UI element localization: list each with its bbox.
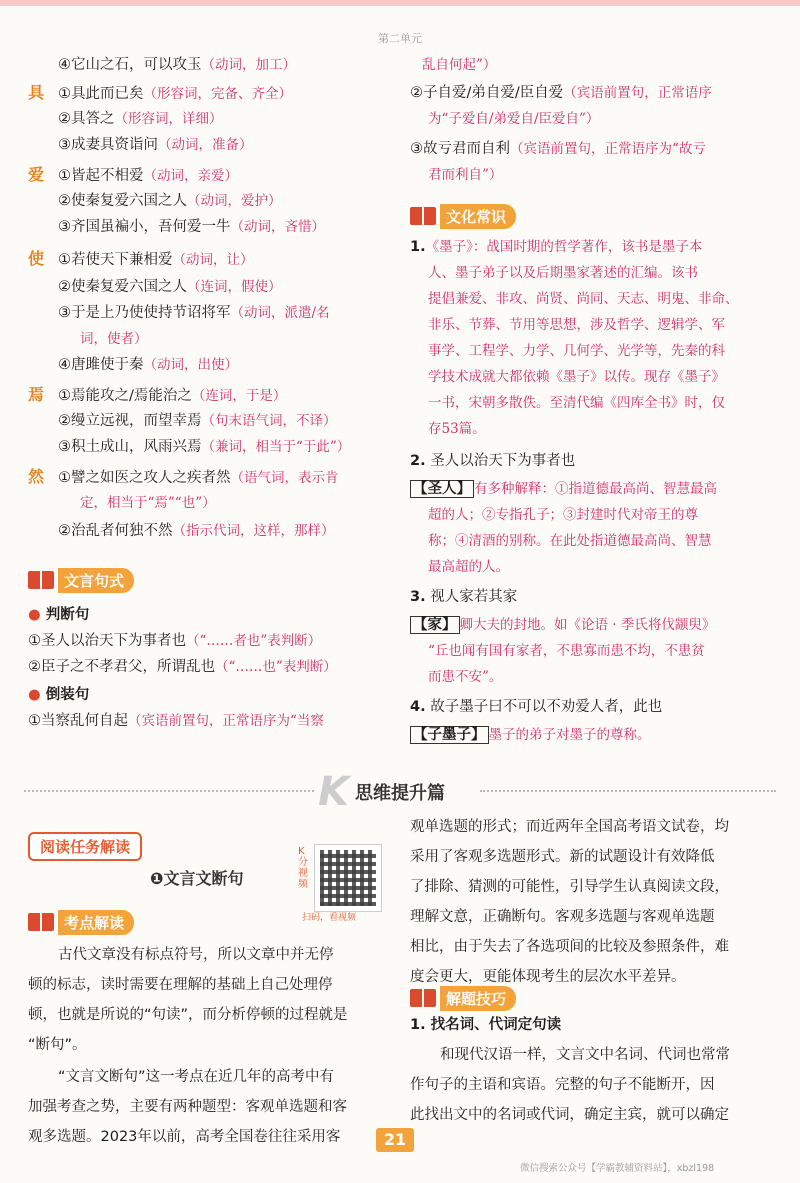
book-icon — [28, 913, 54, 931]
vocab-row — [28, 132, 253, 158]
vocab-sentence: ②治乱者何独不然 — [58, 523, 173, 539]
video-label: K分视频 — [298, 846, 308, 890]
culture-line: 1.《墨子》：战国时期的哲学著作，该书是墨子本 — [410, 239, 703, 255]
section-header-jushi — [28, 568, 134, 592]
paragraph-line: “文言文断句”这一考点在近几年的高考中有 — [58, 1069, 335, 1085]
inversion-heading: ● 倒装句 — [28, 687, 90, 703]
sentence-line: ②臣子之不孝君父，所谓乱也（“……也”表判断） — [28, 659, 337, 675]
vocab-sentence: ②使秦复爱六国之人 — [58, 279, 187, 295]
section-title-duanju: ❶文言文断句 — [150, 869, 244, 888]
vocab-note: 词，使者） — [80, 331, 148, 347]
vocab-key: 爱 — [28, 165, 45, 184]
vocab-row — [28, 80, 292, 107]
vocab-note: （动词，出使） — [143, 357, 238, 373]
vocab-note: （动词，吝惜） — [230, 219, 325, 235]
vocab-note: （连词，假使） — [187, 279, 282, 295]
dotted-divider-left — [24, 790, 314, 792]
paragraph-line: 此找出文中的名词或代词，确定主宾，就可以确定 — [410, 1107, 729, 1123]
vocab-sentence: ③成妻具资诣问 — [58, 137, 158, 153]
vocab-sentence: ④唐雎使于秦 — [58, 357, 144, 373]
vocab-note: （动词，派遣/名 — [230, 305, 330, 321]
book-icon — [28, 571, 54, 589]
culture-line: 称；④清酒的别称。在此处指道德最高尚、智慧 — [428, 533, 712, 549]
vocab-row — [28, 246, 254, 273]
section-header-kaodian — [28, 910, 134, 934]
vocab-note: （形容词，完备、齐全） — [143, 86, 292, 102]
vocab-row — [28, 52, 296, 78]
culture-line: 最高超的人。 — [428, 559, 509, 575]
section-title: 解题技巧 — [440, 986, 516, 1011]
vocab-sentence: ①焉能攻之/焉能治之 — [58, 388, 192, 404]
sentence-line: ②子自爱/弟自爱/臣自爱（宾语前置句，正常语序 — [410, 85, 712, 101]
vocab-row — [28, 106, 223, 132]
culture-item-heading: 2. 圣人以治天下为事者也 — [410, 453, 576, 469]
section-title: 考点解读 — [58, 910, 134, 935]
vocab-key: 焉 — [28, 385, 45, 404]
vocab-sentence: ②具答之 — [58, 111, 115, 127]
paragraph-line: “断句”。 — [28, 1037, 87, 1053]
vocab-row — [28, 214, 325, 240]
culture-line: 而患不安”。 — [428, 669, 503, 685]
vocab-note: （动词，加工） — [201, 57, 296, 73]
culture-line: 事学、工程学、力学、几何学、光学等，先秦的科 — [428, 343, 725, 359]
technique-heading: 1. 找名词、代词定句读 — [410, 1017, 562, 1033]
paragraph-line: 了排除、猜测的可能性，引导学生认真阅读文段， — [410, 879, 729, 895]
vocab-row — [28, 274, 282, 300]
vocab-note: （动词，准备） — [158, 137, 253, 153]
paragraph-line: 作句子的主语和宾语。完整的句子不能断开，因 — [410, 1077, 715, 1093]
section-header-jieti — [410, 986, 516, 1010]
paragraph-line: 和现代汉语一样，文言文中名词、代词也常常 — [440, 1047, 730, 1063]
culture-item-heading: 4. 故子墨子曰不可以不劝爱人者，此也 — [410, 699, 663, 715]
paragraph-line: 顿的标志，读时需要在理解的基础上自己处理停 — [28, 977, 333, 993]
paragraph-line: 观单选题的形式；而近两年全国高考语文试卷，均 — [410, 819, 729, 835]
culture-line: 人、墨子弟子以及后期墨家著述的汇编。该书 — [428, 265, 698, 281]
paragraph-line: 度会更大，更能体现考生的层次水平差异。 — [410, 969, 686, 985]
vocab-row — [28, 434, 350, 460]
note-continuation: 为“子爱自/弟爱自/臣爱自”） — [428, 111, 600, 127]
dotted-divider-right — [480, 790, 776, 792]
vocab-note: （句末语气词，不译） — [201, 413, 337, 429]
vocab-sentence: ①具此而已矣 — [58, 86, 144, 102]
k-logo: K — [318, 769, 349, 815]
vocab-note: （动词，爱护） — [187, 193, 282, 209]
vocab-note: （指示代词，这样，那样） — [172, 523, 335, 539]
section-title: 文化常识 — [440, 204, 516, 229]
note-continuation: 君而利自”） — [428, 167, 503, 183]
unit-label: 第二单元 — [378, 32, 422, 45]
sentence-line: ③故亏君而自利（宾语前置句，正常语序为“故亏 — [410, 141, 706, 157]
vocab-sentence: ①譬之如医之攻人之疾者然 — [58, 470, 231, 486]
culture-line: 存53篇。 — [428, 421, 486, 437]
paragraph-line: 相比，由于失去了各选项间的比较及参照条件，难 — [410, 939, 729, 955]
sentence-line: ①当察乱何自起（宾语前置句，正常语序为“当察 — [28, 713, 324, 729]
vocab-note: （形容词，详细） — [114, 111, 223, 127]
book-icon — [410, 207, 436, 225]
vocab-sentence: ③齐国虽褊小，吾何爱一牛 — [58, 219, 231, 235]
paragraph-line: 古代文章没有标点符号，所以文章中并无停 — [58, 947, 334, 963]
vocab-sentence: ②缦立远视，而望幸焉 — [58, 413, 202, 429]
culture-line: 【圣人】 有多种解释：①指道德最高尚、智慧最高 — [410, 476, 717, 502]
reading-task-label: 阅读任务解读 — [28, 832, 142, 861]
vocab-row — [28, 162, 238, 189]
paragraph-line: 采用了客观多选题形式。新的试题设计有效降低 — [410, 849, 715, 865]
vocab-row — [28, 490, 216, 516]
section-title: 文言句式 — [58, 568, 134, 593]
book-icon — [410, 989, 436, 1007]
vocab-sentence: ③于是上乃使使持节诏将军 — [58, 305, 231, 321]
vocab-note: （兼词，相当于“于此”） — [201, 439, 351, 455]
section-header-culture — [410, 204, 516, 228]
vocab-sentence: ②使秦复爱六国之人 — [58, 193, 187, 209]
footer-note: 微信搜索公众号【学霸教辅资料站】，xbzl198 — [520, 1163, 715, 1174]
vocab-note: （语气词，表示肯 — [230, 470, 339, 486]
top-color-band — [0, 0, 800, 6]
culture-line: 一书，宋朝多散佚。至清代编《四库全书》时，仅 — [428, 395, 725, 411]
culture-line: “丘也闻有国有家者，不患寡而患不均，不患贫 — [428, 643, 705, 659]
vocab-row — [28, 352, 238, 378]
note-continuation: 乱自何起”） — [422, 57, 497, 73]
vocab-row — [28, 464, 339, 491]
culture-line: 学技术成就大都依赖《墨子》以传。现存《墨子》 — [428, 369, 725, 385]
vocab-note: （连词，于是） — [191, 388, 287, 404]
culture-line: 提倡兼爱、非攻、尚贤、尚同、天志、明鬼、非命、 — [428, 291, 739, 307]
paragraph-line: 理解文意，正确断句。客观多选题与客观单选题 — [410, 909, 715, 925]
vocab-key: 然 — [28, 467, 45, 486]
vocab-note: 定，相当于“焉”“也”） — [80, 495, 216, 511]
vocab-row — [28, 326, 148, 352]
vocab-sentence: ①皆起不相爱 — [58, 168, 144, 184]
page-number: 21 — [376, 1128, 414, 1152]
paragraph-line: 加强考查之势，主要有两种题型：客观单选题和客 — [28, 1099, 347, 1115]
culture-line: 【家】 卿大夫的封地。如《论语 · 季氏将伐颛臾》 — [410, 612, 715, 638]
culture-item-heading: 3. 视人家若其家 — [410, 589, 518, 605]
vocab-key: 使 — [28, 249, 45, 268]
vocab-sentence: ④它山之石，可以攻玉 — [58, 57, 202, 73]
paragraph-line: 顿，也就是所说的“句读”，而分析停顿的过程就是 — [28, 1007, 348, 1023]
culture-line: 【子墨子】 墨子的弟子对墨子的尊称。 — [410, 722, 651, 748]
vocab-sentence: ③积土成山，风雨兴焉 — [58, 439, 202, 455]
vocab-sentence: ①若使天下兼相爱 — [58, 252, 173, 268]
judgment-heading: ● 判断句 — [28, 607, 90, 623]
paragraph-line: 观多选题。2023年以前，高考全国卷往往采用客 — [28, 1129, 341, 1145]
vocab-row — [28, 300, 330, 326]
qr-code[interactable] — [314, 844, 382, 912]
thinking-banner — [318, 769, 445, 815]
culture-line: 超的人；②专指孔子；③封建时代对帝王的尊 — [428, 507, 698, 523]
vocab-row — [28, 382, 286, 409]
banner-title: 思维提升篇 — [355, 783, 445, 804]
vocab-row — [28, 518, 335, 544]
vocab-row — [28, 188, 282, 214]
vocab-note: （动词，让） — [172, 252, 254, 268]
qr-caption: 扫码，看视频 — [302, 913, 357, 923]
vocab-row — [28, 408, 337, 434]
vocab-key: 具 — [28, 83, 45, 102]
vocab-note: （动词，亲爱） — [143, 168, 238, 184]
sentence-line: ①圣人以治天下为事者也（“……者也”表判断） — [28, 633, 322, 649]
culture-line: 非乐、节葬、节用等思想，涉及哲学、逻辑学、军 — [428, 317, 725, 333]
